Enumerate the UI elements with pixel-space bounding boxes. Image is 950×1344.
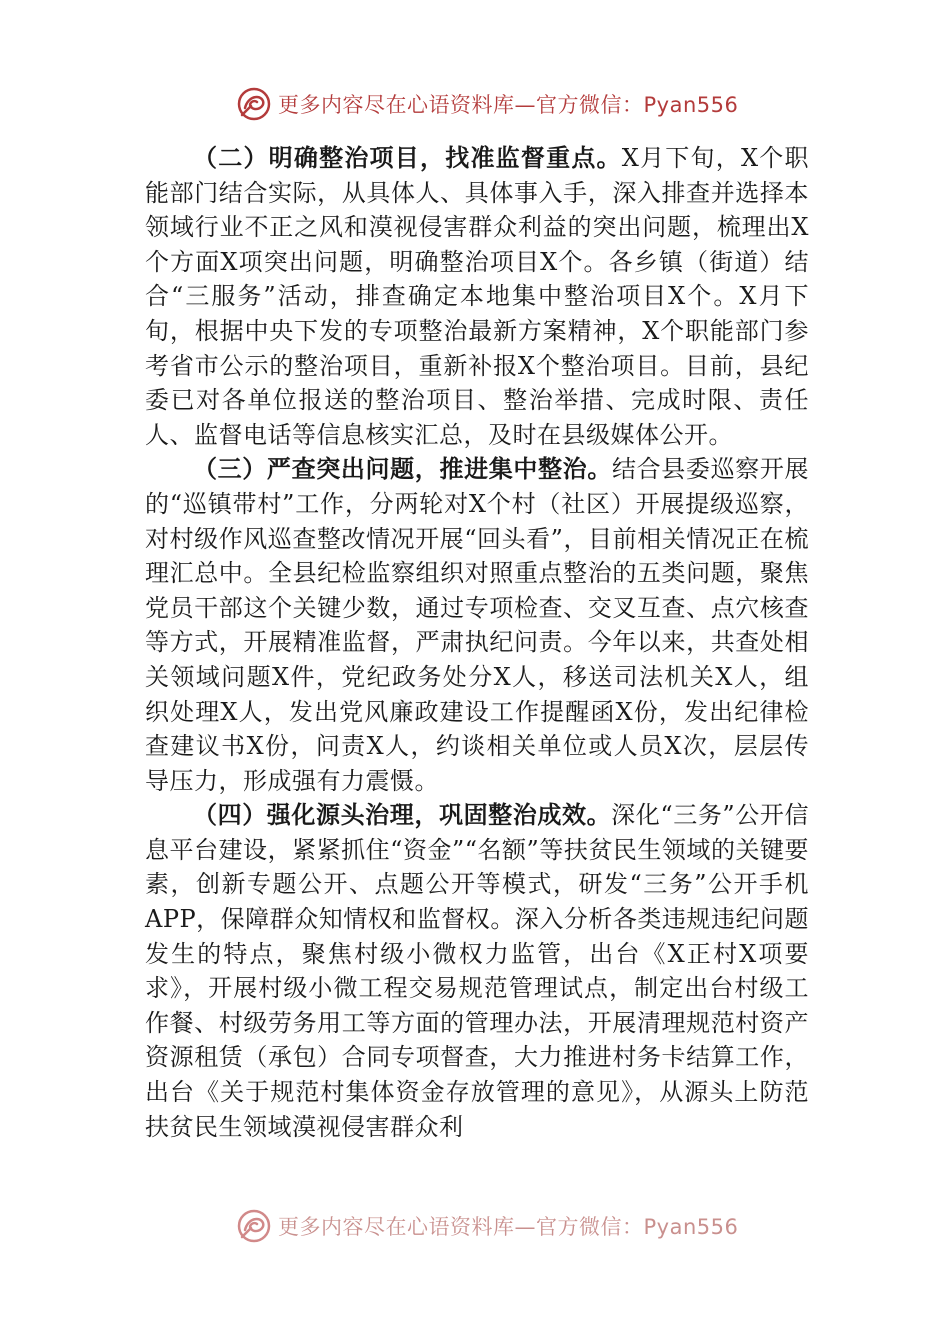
paragraph-investigate-problems [145,452,809,798]
swirl-logo-icon [236,86,272,122]
footer-watermark [236,1206,738,1246]
watermark-text: 更多内容尽在心语资料库—官方微信：Pyan556 [278,1215,739,1239]
swirl-logo-icon [236,1208,272,1244]
paragraph-text: X月下旬，X个职能部门结合实际，从具体人、具体事入手，深入排查并选择本领域行业不正之风和漠视侵害群众利益的突出问题，梳理出X个方面X项突出问题，明确整治项目X个。各乡镇（街道）结合“三服务”活动，排查确定本地集中整治项目X个。X月下旬，根据中央下发的专项整治最新方案精神，X个职能部门参考省市公示的整治项目，重新补报X个整治项目。目前，县纪委已对各单位报送的整治项目、整治举措、完成时限、责任人、监督电话等信息核实汇总，及时在县级媒体公开。 [145,144,810,449]
paragraph-text: 结合县委巡察开展的“巡镇带村”工作，分两轮对X个村（社区）开展提级巡察，对村级作风巡查整改情况开展“回头看”，目前相关情况正在梳理汇总中。全县纪检监察组织对照重点整治的五类问题，聚焦党员干部这个关键少数，通过专项检查、交叉互查、点穴核查等方式，开展精准监督，严肃执纪问责。今年以来，共查处相关领域问题X件，党纪政务处分X人，移送司法机关X人，组织处理X人，发出党风廉政建设工作提醒函X份，发出纪律检查建议书X份，问责X人，约谈相关单位或人员X次，层层传导压力，形成强有力震慑。 [145,455,810,795]
paragraph-heading: （三）严查突出问题，推进集中整治。 [193,454,612,484]
paragraph-heading: （二）明确整治项目，找准监督重点。 [193,143,622,172]
header-watermark [236,84,738,124]
paragraph-heading: （四）强化源头治理，巩固整治成效。 [193,800,612,830]
watermark-text: 更多内容尽在心语资料库—官方微信：Pyan556 [278,93,739,117]
paragraph-rectify-projects [145,141,809,452]
paragraph-text: 深化“三务”公开信息平台建设，紧紧抓住“资金”“名额”等扶贫民生领域的关键要素，创新专题公开、点题公开等模式，研发“三务”公开手机APP，保障群众知情权和监督权。深入分析各类违规违纪问题发生的特点，聚焦村级小微权力监管，出台《X正村X项要求》，开展村级小微工程交易规范管理试点，制定出台村级工作餐、村级劳务用工等方面的管理办法，开展清理规范村资产资源租赁（承包）合同专项督查，大力推进村务卡结算工作，出台《关于规范村集体资金存放管理的意见》，从源头上防范扶贫民生领域漠视侵害群众利 [145,801,809,1141]
paragraph-source-governance [145,798,809,1144]
document-body [145,141,809,1144]
